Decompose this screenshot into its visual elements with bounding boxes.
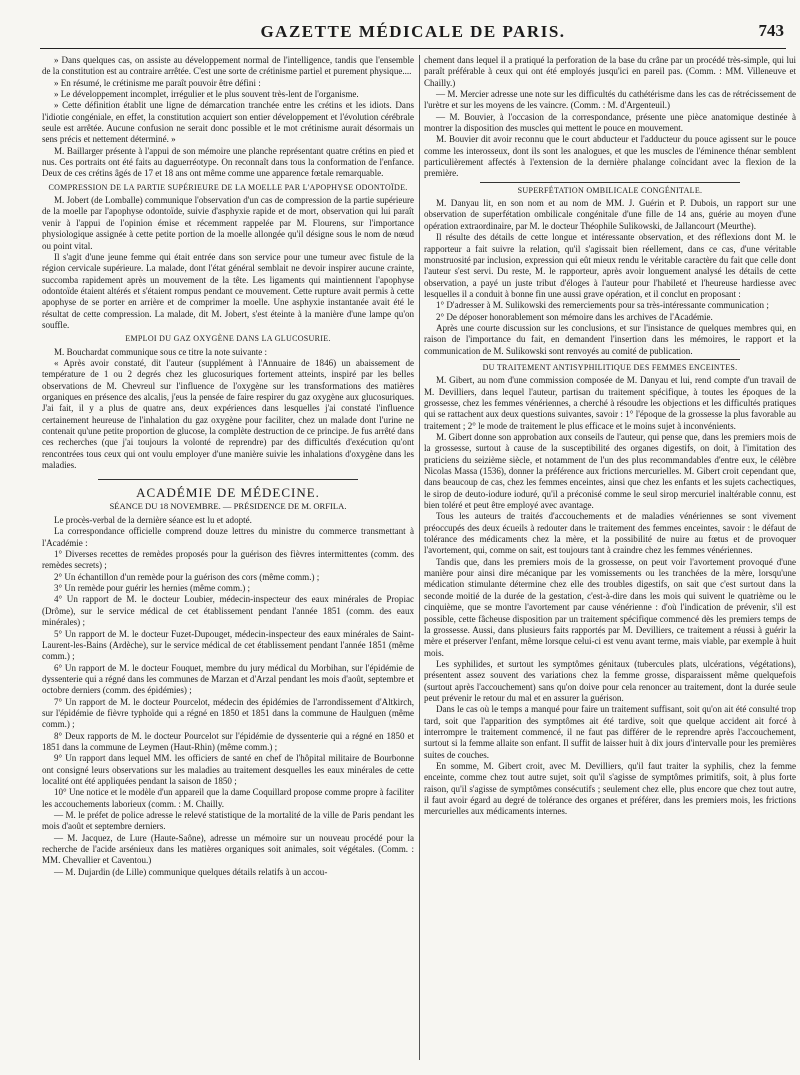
- paragraph: 1° D'adresser à M. Sulikowski des remerciements pour sa très-intéressante communication ;: [436, 300, 769, 311]
- section-heading: SUPERFÉTATION OMBILICALE CONGÉNITALE.: [517, 185, 703, 195]
- paragraph: M. Jobert (de Lomballe) communique l'observation d'un cas de compression de la partie supérieure de la moelle par l'apophyse odontoïde, suivie d'asphyxie rapide et de mort, observation qui lui paraît venir à l'appui de l'opinion émise et récemment rappelée par M. Flourens, sur l'importance physiologique assignée à cette petite portion de la moelle allongée qu'il désigne sous le nom de nœud ou point vital.: [42, 195, 414, 251]
- divider: [480, 182, 740, 183]
- list-item: 7° Un rapport de M. le docteur Pourcelot, médecin des épidémies de l'arrondissement d'Altkirch, sur l'épidémie de fièvre typhoïde qui a régné en 1850 et 1851 dans la commune de Haulguen (même comm.) ;: [42, 696, 414, 730]
- paragraph: — M. Mercier adresse une note sur les difficultés du cathétérisme dans les cas de rétrécissement de l'urètre et sur les moyens de les vaincre. (Comm. : M. d'Argenteuil.): [424, 89, 796, 111]
- paragraph: M. Bouvier dit avoir reconnu que le court abducteur et l'adducteur du pouce agissent sur le pouce comme les interosseux, dont ils sont les analogues, et que les muscles de l'éminence thénar semblent particulièrement affectés à l'extension de la dernière phalange coïncidant avec la flexion de la première.: [424, 134, 796, 179]
- paragraph: « Après avoir constaté, dit l'auteur (supplément à l'Annuaire de 1846) un abaissement de température de 1 ou 2 degrés chez les glucosuriques fortement atteints, inspiré par les belles observations de M. Chevreul sur l'influence de l'oxygène sur les transformations des matières organiques en présence des alcalis, j'eus la pensée de faire respirer du gaz oxygène aux glucosuriques. J'ai fait, il y a plus de quatre ans, deux expériences dans lesquelles j'ai constaté l'influence certainement heureuse de l'inhalation du gaz oxygène pour faciliter, chez un malade dont l'urine ne contenait qu'une petite proportion de glucose, la complète destruction de ce principe. Je fus arrêté dans ces recherches (que j'ai toujours la volonté de reprendre) par des difficultés d'exécution qu'ont rencontrées tous ceux qui ont voulu employer d'une manière suivie les inhalations d'oxygène dans les maladies.: [42, 357, 414, 471]
- page-header: [40, 22, 786, 49]
- list-item: 1° Diverses recettes de remèdes proposés pour la guérison des fièvres intermittentes (comm. des remèdes secrets) ;: [42, 549, 414, 571]
- section-heading: COMPRESSION DE LA PARTIE SUPÉRIEURE DE LA MOELLE PAR L'APOPHYSE ODONTOÏDE.: [48, 182, 408, 192]
- list-item: — M. Dujardin (de Lille) communique quelques détails relatifs à un accou-: [54, 866, 328, 877]
- list-item: 3° Un remède pour guérir les hernies (même comm.) ;: [54, 583, 251, 594]
- list-item: — M. le préfet de police adresse le relevé statistique de la mortalité de la ville de Paris pendant les mois d'août et septembre derniers.: [42, 810, 414, 832]
- paragraph: » Cette définition établit une ligne de démarcation tranchée entre les crétins et les idiots. Dans l'idiotie congéniale, en effet, la constitution acquiert son entier développement et l'évolution cérébrale seule est arrêtée. Aucune confusion ne serait donc possible et le mot crétinisme aurait désormais un sens précis et nettement déterminé. »: [42, 100, 414, 145]
- left-column: [42, 55, 414, 1067]
- paragraph: — M. Bouvier, à l'occasion de la correspondance, présente une pièce anatomique destinée à montrer la disposition des muscles qui mettent le pouce en mouvement.: [424, 111, 796, 134]
- paragraph: » En résumé, le crétinisme me paraît pouvoir être défini :: [54, 77, 261, 88]
- paragraph: M. Bouchardat communique sous ce titre la note suivante :: [54, 346, 268, 357]
- list-item: 9° Un rapport dans lequel MM. les officiers de santé en chef de l'hôpital militaire de Bourbonne ont consigné leurs observations sur les maladies au traitement desquelles les eaux minérales de cette localité ont été appliquées pendant la saison de 1850 ;: [42, 753, 414, 786]
- paragraph: Tous les auteurs de traités d'accouchements et de maladies vénériennes se sont vivement préoccupés des deux écueils à redouter dans le traitement des femmes enceintes, savoir : le défaut de tolérance des médicaments chez la mère, et la possibilité de nuire au fœtus et de provoquer l'avortement, qui, comme on sait, est toujours tant à craindre chez les femmes vénériennes.: [424, 511, 796, 556]
- paragraph: Après une courte discussion sur les conclusions, et sur l'insistance de quelques membres qui, en raison de l'importance du fait, en demandent l'insertion dans les mémoires, le rapport et la communication de M. Sulikowski sont renvoyés au comité de publication.: [424, 322, 796, 356]
- journal-title: GAZETTE MÉDICALE DE PARIS.: [260, 22, 566, 41]
- column-divider: [419, 55, 420, 1060]
- session-heading: SÉANCE DU 18 NOVEMBRE. — PRÉSIDENCE DE M. ORFILA.: [109, 500, 347, 511]
- divider: [98, 479, 358, 480]
- paragraph: La correspondance officielle comprend douze lettres du ministre du commerce transmettant à l'Académie :: [42, 526, 414, 548]
- list-item: 2° Un échantillon d'un remède pour la guérison des cors (même comm.) ;: [54, 571, 320, 582]
- right-column: [424, 55, 796, 1067]
- paragraph: M. Gibert donne son approbation aux conseils de l'auteur, qui pense que, dans les premiers mois de la grossesse, surtout à cause de la susceptibilité des organes digestifs, on doit, à l'imitation des praticiens du seizième siècle, et notamment de l'un des plus recommandables d'entre eux, le célèbre Nicolas Massa (1536), donner la préférence aux frictions mercurielles. M. Gibert croit cependant que, dans beaucoup de cas, chez les femmes enceintes, ainsi que chez les enfants et les sujets cachectiques, le sirop de deuto-iodure ioduré, qu'il a préconisé comme le seul sirop mercuriel inaltérable connu, est bien toléré et peut être employé avec avantage.: [424, 432, 796, 511]
- list-item: 6° Un rapport de M. le docteur Fouquet, membre du jury médical du Morbihan, sur l'épidémie de dyssenterie qui a régné dans les communes de Marzan et d'Arzal pendant les mois d'août, septembre et octobre derniers (comm. des épidémies) ;: [42, 662, 414, 696]
- list-item: 5° Un rapport de M. le docteur Fuzet-Dupouget, médecin-inspecteur des eaux minérales de Saint-Laurent-les-Bains (Ardèche), sur le service médical de cet établissement pendant l'année 1851 (même comm.) ;: [42, 628, 414, 662]
- list-item: 10° Une notice et le modèle d'un appareil que la dame Coquillard propose comme propre à faciliter les accouchements laborieux (comm. : M. Chailly.: [42, 787, 414, 809]
- paragraph: M. Gibert, au nom d'une commission composée de M. Danyau et lui, rend compte d'un travail de M. Devilliers, dans lequel l'auteur, partisan du traitement spécifique, à toutes les époques de la grossesse, chez les femmes vénériennes, a cherché à résoudre les objections et les difficultés pratiques qui se rattachent aux deux questions suivantes, savoir : 1° l'époque de la grossesse la plus favorable au traitement ; 2° le mode de traitement le plus efficace et le moins sujet à inconvénients.: [424, 375, 796, 431]
- paragraph: Les syphilides, et surtout les symptômes génitaux (tubercules plats, ulcérations, végétations), présentent assez souvent des variations chez la femme grosse, disparaissent même quelquefois (surtout après l'accouchement) sans qu'on doive pour cela renoncer au traitement, dont la durée seule peut prévenir le retour du mal et en assurer la guérison.: [424, 658, 796, 703]
- paragraph: 2° De déposer honorablement son mémoire dans les archives de l'Académie.: [436, 311, 713, 322]
- paragraph: Il résulte des détails de cette longue et intéressante observation, et des réflexions dont M. le rapporteur a fait suivre la relation, qu'il s'agissait bien réellement, dans ce cas, d'une véritable monstruosité par inclusion, expression qui eût mieux rendu le véritable caractère du fait que celle dont l'auteur s'est servi. Du reste, M. le rapporteur, après avoir longuement analysé les détails de cette observation, a payé un juste tribut d'éloges à l'auteur pour l'habileté et l'heureuse hardiesse avec lesquelles il a conduit à bonne fin une aussi grave opération, et il conclut en proposant :: [424, 232, 796, 299]
- section-heading: EMPLOI DU GAZ OXYGÈNE DANS LA GLUCOSURIE.: [125, 334, 331, 344]
- section-title: ACADÉMIE DE MÉDECINE.: [136, 485, 320, 501]
- paragraph: Le procès-verbal de la dernière séance est lu et adopté.: [54, 515, 252, 526]
- paragraph: Il s'agit d'une jeune femme qui était entrée dans son service pour une tumeur avec fistule de la région cervicale supérieure. La malade, dont l'état général semblait ne devoir inspirer aucune crainte, succomba rapidement après un mouvement de la tête. Les ligaments qui maintiennent l'apophyse odontoïde étaient altérés et s'étaient rompus pendant ce mouvement. Cette rupture avait permis à cette apophyse de se porter en arrière et de comprimer la moelle. Une asphyxie instantanée avait été le résultat de cette compression. La malade, dit M. Jobert, s'est éteinte à la manière d'une lampe qu'on souffle.: [42, 251, 414, 330]
- divider: [480, 359, 740, 360]
- list-item: 4° Un rapport de M. le docteur Loubier, médecin-inspecteur des eaux minérales de Propiac (Drôme), sur le service médical de cet établissement pendant l'année 1851 (comm. des eaux minérales) ;: [42, 594, 414, 628]
- list-item: — M. Jacquez, de Lure (Haute-Saône), adresse un mémoire sur un nouveau procédé pour la recherche de l'acide arsénieux dans les matières organiques soit animales, soit végétales. (Comm. : MM. Chevallier et Caventou.): [42, 832, 414, 866]
- paragraph: M. Baillarger présente à l'appui de son mémoire une planche représentant quatre crétins en pied et nus. Ces portraits ont été faits au daguerréotype. On reconnaît dans tous la conformation de l'enfance. Deux de ces crétins âgés de 17 et 18 ans ont même comme une apparence fœtale remarquable.: [42, 145, 414, 179]
- paragraph: Tandis que, dans les premiers mois de la grossesse, on peut voir l'avortement provoqué d'une manière pour ainsi dire mécanique par les vomissements ou les tranchées de la mère, lorsqu'une médication stimulante détermine chez elle des troubles digestifs, on sait que c'est surtout dans la seconde moitié de la durée de la gestation, c'est-à-dire dans les mois qui suivent le quatrième ou le cinquième, que se montre l'avortement par cause vénérienne : d'où l'indication de prévenir, s'il est possible, cette fâcheuse disposition par un traitement spécifique commencé dès les premiers temps de la grossesse. Aussi, dans plusieurs faits rapportés par M. Devilliers, ce traitement a réussi à guérir la mère et préserver l'enfant, même lorsque celui-ci est venu avant terme, mais viable, par exemple à huit mois.: [424, 556, 796, 658]
- paragraph: » Dans quelques cas, on assiste au développement normal de l'intelligence, tandis que l'ensemble de la constitution est au contraire arrêtée. C'est une sorte de crétinisme partiel et purement physique....: [42, 55, 414, 77]
- paragraph: Dans le cas où le temps a manqué pour faire un traitement suffisant, soit qu'on ait été consulté trop tard, soit que l'apparition des symptômes ait été tardive, soit que quelque accident ait forcé à interrompre le traitement commencé, il ne faut pas différer de le reprendre après l'accouchement, surtout si la femme allaite son enfant. Il suffit de laisser huit à dix jours d'intervalle pour les premières suites de couches.: [424, 704, 796, 760]
- page-number: 743: [758, 21, 784, 40]
- paragraph: En somme, M. Gibert croit, avec M. Devilliers, qu'il faut traiter la syphilis, chez la femme enceinte, comme chez tout autre sujet, soit qu'il s'agisse de symptômes primitifs, soit, à plus forte raison, qu'il s'agisse de symptômes consécutifs ; seulement chez elle, plus encore que chez tout autre, il faut avoir égard au degré de tolérance des organes et préférer, dans les premiers mois, les frictions mercurielles aux médicaments internes.: [424, 760, 796, 817]
- paragraph: M. Danyau lit, en son nom et au nom de MM. J. Guérin et P. Dubois, un rapport sur une observation de superfétation ombilicale congénitale d'une fille de 14 ans, guérie au moyen d'une opération extraordinaire, par M. le docteur Théophile Sulikowski, de Jallancourt (Meurthe).: [424, 198, 796, 231]
- list-item: 8° Deux rapports de M. le docteur Pourcelot sur l'épidémie de dyssenterie qui a régné en 1850 et 1851 dans la commune de Leymen (Haut-Rhin) (même comm.) ;: [42, 730, 414, 752]
- paragraph: chement dans lequel il a pratiqué la perforation de la base du crâne par un procédé très-simple, qui lui paraît préférable à ceux qui ont été employés jusqu'ici en pareil pas. (Comm. : MM. Villeneuve et Chailly.): [424, 55, 796, 88]
- section-heading: DU TRAITEMENT ANTISYPHILITIQUE DES FEMMES ENCEINTES.: [482, 362, 738, 372]
- paragraph: » Le développement incomplet, irrégulier et le plus souvent très-lent de l'organisme.: [54, 89, 359, 100]
